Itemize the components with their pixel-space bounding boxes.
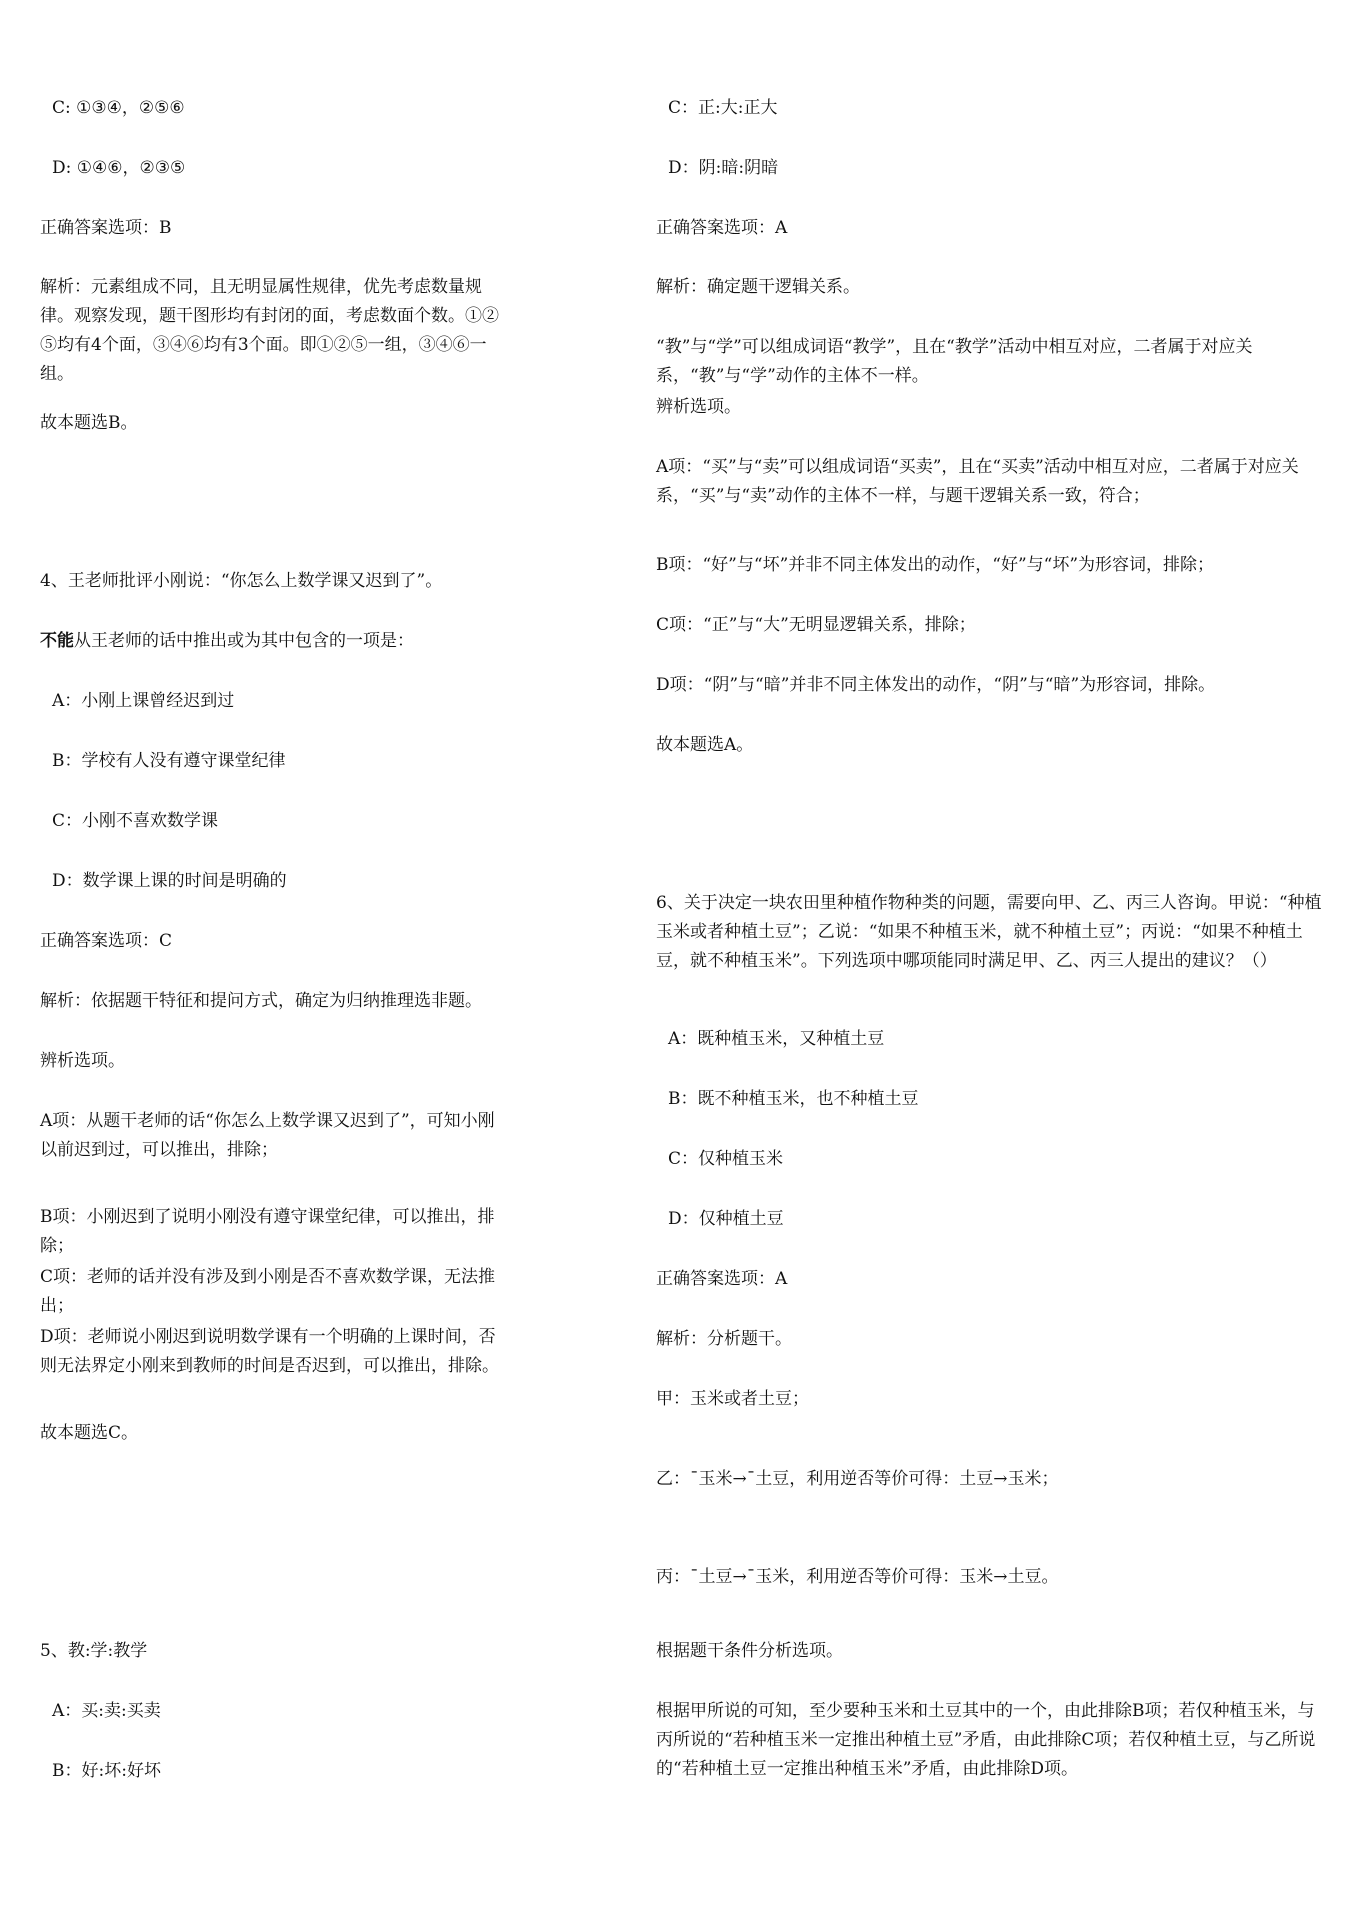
- q5-stem: 5、教:学:教学: [40, 1641, 148, 1661]
- q4-explain-c: C项：老师的话并没有涉及到小刚是否不喜欢数学课，无法推出；: [40, 1267, 496, 1316]
- q4-option-d: D：数学课上课的时间是明确的: [52, 871, 287, 891]
- q5-option-c: C：正:大:正大: [668, 98, 778, 118]
- q4-conclusion: 故本题选C。: [40, 1423, 139, 1443]
- q6-jia: 甲：玉米或者土豆；: [656, 1389, 809, 1409]
- q4-explain-d: D项：老师说小刚迟到说明数学课有一个明确的上课时间，否则无法界定小刚来到教师的时间是否迟到，可以推出，排除。: [40, 1327, 499, 1376]
- q4-stem: 4、王老师批评小刚说：“你怎么上数学课又迟到了”。: [40, 571, 443, 591]
- q5-answer: 正确答案选项：A: [656, 218, 788, 238]
- q5-explain-c: C项：“正”与“大”无明显逻辑关系，排除；: [656, 615, 976, 635]
- q4-prompt: [40, 627, 414, 656]
- q5-analysis: 解析：确定题干逻辑关系。: [656, 277, 860, 297]
- q6-option-d: D：仅种植土豆: [668, 1209, 784, 1229]
- q6-yi: 乙：¯玉米→¯土豆，利用逆否等价可得：土豆→玉米；: [656, 1469, 1059, 1489]
- q5-option-a: A：买:卖:买卖: [52, 1701, 161, 1721]
- q5-conclusion: 故本题选A。: [656, 735, 754, 755]
- q3-answer: 正确答案选项：B: [40, 218, 172, 238]
- q4-option-a: A：小刚上课曾经迟到过: [52, 691, 235, 711]
- q6-by-condition: 根据题干条件分析选项。: [656, 1641, 843, 1661]
- q3-option-d: D: ①④⑥，②③⑤: [52, 158, 186, 178]
- q6-analysis: 解析：分析题干。: [656, 1329, 792, 1349]
- q4-analysis: 解析：依据题干特征和提问方式，确定为归纳推理选非题。: [40, 991, 482, 1011]
- q4-prompt-text: 从王老师的话中推出或为其中包含的一项是：: [74, 631, 414, 651]
- q4-option-c: C：小刚不喜欢数学课: [52, 811, 219, 831]
- q6-option-c: C：仅种植玉米: [668, 1149, 784, 1169]
- q6-bing: 丙：¯土豆→¯玉米，利用逆否等价可得：玉米→土豆。: [656, 1567, 1059, 1587]
- q4-explain-a: A项：从题干老师的话“你怎么上数学课又迟到了”，可知小刚以前迟到过，可以推出，排除；: [40, 1111, 495, 1160]
- q6-stem: 6、关于决定一块农田里种植作物种类的问题，需要向甲、乙、丙三人咨询。甲说：“种植玉米或者种植土豆”；乙说：“如果不种植玉米，就不种植土豆”；丙说：“如果不种植土豆，就不种植玉米”。下列选项中哪项能同时满足甲、乙、丙三人提出的建议？（）: [656, 893, 1322, 971]
- q6-answer: 正确答案选项：A: [656, 1269, 788, 1289]
- q5-discern: 辨析选项。: [656, 397, 741, 417]
- q3-option-c: C: ①③④，②⑤⑥: [52, 98, 185, 118]
- q5-logic: “教”与“学”可以组成词语“教学”，且在“教学”活动中相互对应，二者属于对应关系，“教”与“学”动作的主体不一样。: [656, 337, 1253, 386]
- q3-conclusion: 故本题选B。: [40, 413, 138, 433]
- q6-option-a: A：既种植玉米，又种植土豆: [668, 1029, 885, 1049]
- q6-reasoning: 根据甲所说的可知，至少要种玉米和土豆其中的一个，由此排除B项；若仅种植玉米，与丙所说的“若种植玉米一定推出种植土豆”矛盾，由此排除C项；若仅种植土豆，与乙所说的“若种植土豆一定推出种植玉米”矛盾，由此排除D项。: [656, 1701, 1316, 1779]
- q5-option-b: B：好:坏:好坏: [52, 1761, 161, 1781]
- q3-analysis: 解析：元素组成不同，且无明显属性规律，优先考虑数量规律。观察发现，题干图形均有封闭的面，考虑数面个数。①②⑤均有4个面，③④⑥均有3个面。即①②⑤一组，③④⑥一组。: [40, 277, 499, 384]
- q5-explain-a: A项：“买”与“卖”可以组成词语“买卖”，且在“买卖”活动中相互对应，二者属于对应关系，“买”与“卖”动作的主体不一样，与题干逻辑关系一致，符合；: [656, 457, 1299, 506]
- q5-explain-b: B项：“好”与“坏”并非不同主体发出的动作，“好”与“坏”为形容词，排除；: [656, 555, 1215, 575]
- q5-option-d: D：阴:暗:阴暗: [668, 158, 779, 178]
- q6-option-b: B：既不种植玉米，也不种植土豆: [668, 1089, 919, 1109]
- q4-explain-b: B项：小刚迟到了说明小刚没有遵守课堂纪律，可以推出，排除；: [40, 1207, 495, 1256]
- q4-prompt-emphasis: 不能: [40, 631, 74, 651]
- q4-option-b: B：学校有人没有遵守课堂纪律: [52, 751, 286, 771]
- q4-discern: 辨析选项。: [40, 1051, 125, 1071]
- q5-explain-d: D项：“阴”与“暗”并非不同主体发出的动作，“阴”与“暗”为形容词，排除。: [656, 675, 1216, 695]
- q4-answer: 正确答案选项：C: [40, 931, 173, 951]
